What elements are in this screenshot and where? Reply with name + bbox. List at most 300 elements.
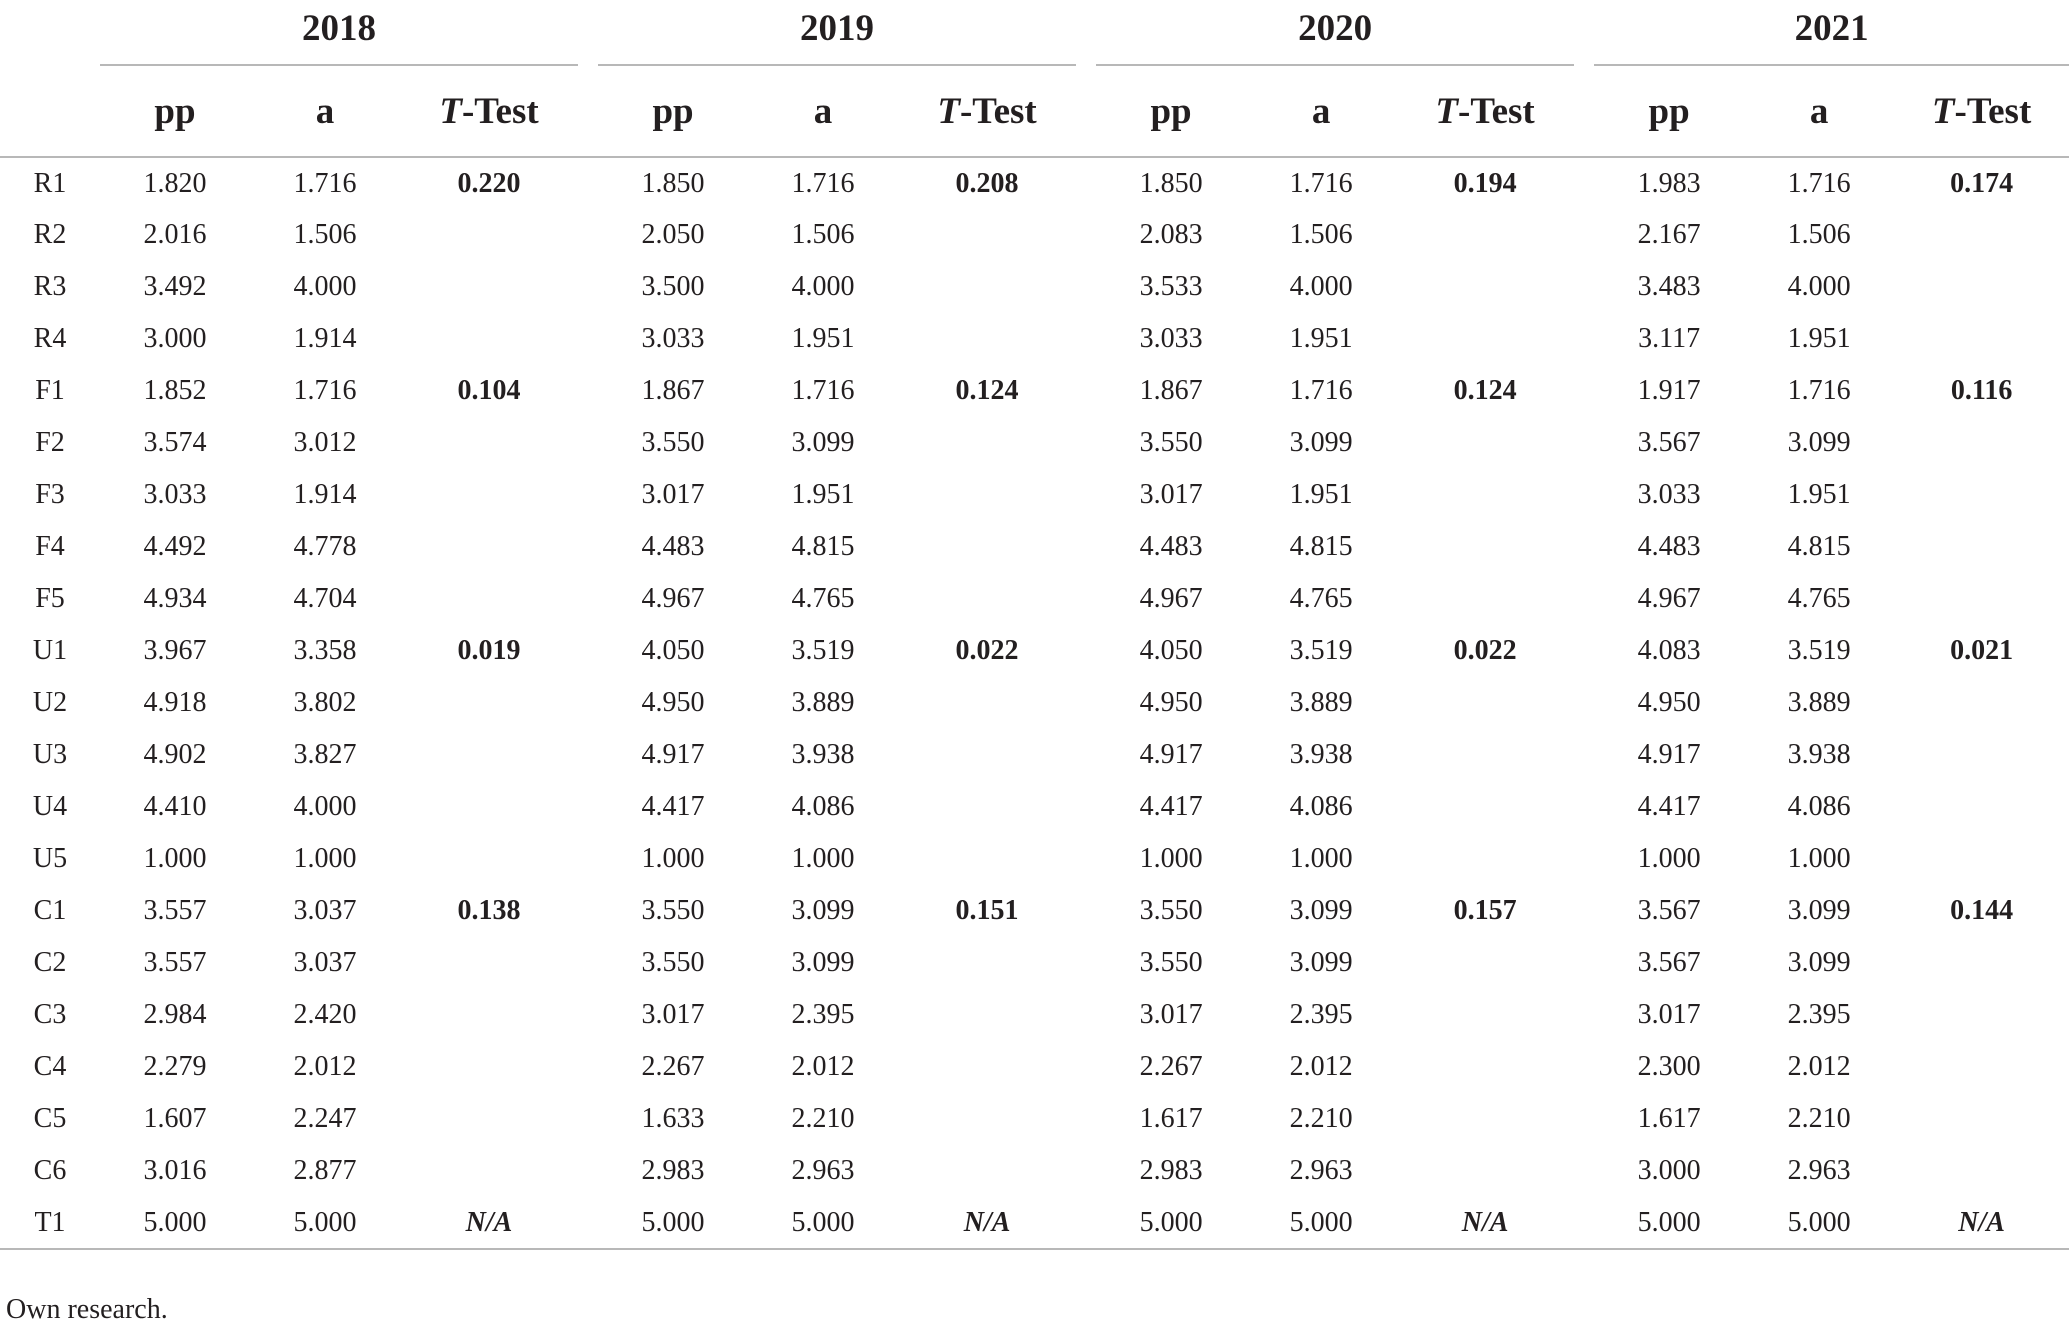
- pp-value: 4.950: [641, 687, 705, 718]
- a-value: 3.099: [1289, 895, 1353, 926]
- a-value: 3.358: [293, 635, 357, 666]
- pp-value: 3.967: [143, 635, 207, 666]
- a-value: 2.395: [791, 999, 855, 1030]
- pp-value: 4.417: [641, 791, 705, 822]
- col-header-a: a: [813, 90, 833, 132]
- pp-value: 2.050: [641, 219, 705, 250]
- a-value: 4.000: [1289, 271, 1353, 302]
- pp-value: 2.016: [143, 219, 207, 250]
- ttest-value: [1894, 209, 2069, 261]
- a-value: 2.395: [1787, 999, 1851, 1030]
- pp-value: 1.820: [143, 167, 207, 199]
- pp-value: 1.917: [1637, 375, 1701, 406]
- gap-cell: [1574, 781, 1594, 833]
- ttest-value: [1894, 1093, 2069, 1145]
- a-value: 1.716: [1787, 167, 1851, 199]
- ttest-value: [1396, 1145, 1574, 1197]
- pp-value: 3.550: [1139, 427, 1203, 458]
- ttest-value: [400, 1145, 578, 1197]
- ttest-suffix: -Test: [1458, 90, 1535, 132]
- pp-value: 1.000: [641, 843, 705, 874]
- pp-value: 2.984: [143, 999, 207, 1030]
- ttest-value: N/A: [465, 1206, 513, 1238]
- gap-cell: [1076, 313, 1096, 365]
- pp-value: 2.983: [1139, 1155, 1203, 1186]
- col-header-ttest: [1396, 65, 1574, 157]
- ttest-value: [1894, 521, 2069, 573]
- ttest-value: [898, 729, 1076, 781]
- a-value: 3.037: [293, 895, 357, 926]
- gap-cell: [578, 677, 598, 729]
- gap-cell: [1574, 989, 1594, 1041]
- gap-cell: [1574, 625, 1594, 677]
- a-value: 1.914: [293, 479, 357, 510]
- ttest-value: [400, 937, 578, 989]
- a-value: 4.778: [293, 531, 357, 562]
- a-value: 3.099: [1787, 947, 1851, 978]
- pp-value: 3.483: [1637, 271, 1701, 302]
- gap-cell: [1574, 261, 1594, 313]
- ttest-value: [400, 313, 578, 365]
- a-value: 3.099: [1787, 895, 1851, 926]
- year-label: 2019: [800, 7, 875, 49]
- gap-cell: [578, 1145, 598, 1197]
- ttest-value: [898, 1145, 1076, 1197]
- gap-cell: [1076, 157, 1096, 209]
- pp-value: 1.850: [641, 167, 705, 199]
- ttest-value: [898, 989, 1076, 1041]
- pp-value: 3.550: [641, 427, 705, 458]
- ttest-value: [1396, 1093, 1574, 1145]
- gap-cell: [1076, 521, 1096, 573]
- ttest-value: [1894, 417, 2069, 469]
- pp-value: 3.550: [641, 895, 705, 926]
- pp-value: 3.017: [1139, 479, 1203, 510]
- pp-value: 5.000: [1637, 1206, 1701, 1238]
- gap-cell: [1076, 573, 1096, 625]
- a-value: 1.716: [293, 167, 357, 199]
- ttest-value: [1894, 937, 2069, 989]
- ttest-value: [400, 1093, 578, 1145]
- year-header: [598, 0, 1076, 65]
- year-header: [1096, 0, 1574, 65]
- gap-cell: [1574, 833, 1594, 885]
- table-row: [0, 833, 2069, 885]
- a-value: 1.951: [791, 479, 855, 510]
- pp-value: 1.850: [1139, 167, 1203, 199]
- pp-value: 3.550: [1139, 947, 1203, 978]
- ttest-value: 0.116: [1950, 375, 2013, 406]
- a-value: 3.099: [791, 947, 855, 978]
- ttest-value: [1396, 573, 1574, 625]
- gap-cell: [1076, 937, 1096, 989]
- pp-value: 3.017: [641, 479, 705, 510]
- pp-value: 3.567: [1637, 427, 1701, 458]
- pp-value: 3.492: [143, 271, 207, 302]
- a-value: 1.000: [1787, 843, 1851, 874]
- a-value: 2.877: [293, 1155, 357, 1186]
- a-value: 4.765: [1787, 583, 1851, 614]
- a-value: 1.951: [1289, 479, 1353, 510]
- a-value: 1.506: [791, 219, 855, 250]
- a-value: 5.000: [1787, 1206, 1851, 1238]
- pp-value: 3.033: [1139, 323, 1203, 354]
- ttest-value: 0.021: [1950, 635, 2014, 666]
- table-row: [0, 1093, 2069, 1145]
- a-value: 1.716: [791, 375, 855, 406]
- table-row: [0, 521, 2069, 573]
- a-value: 4.086: [791, 791, 855, 822]
- pp-value: 4.417: [1139, 791, 1203, 822]
- pp-value: 2.167: [1637, 219, 1701, 250]
- gap-cell: [578, 885, 598, 937]
- pp-value: 4.050: [1139, 635, 1203, 666]
- gap-cell: [1574, 469, 1594, 521]
- ttest-value: [898, 313, 1076, 365]
- table-row: [0, 677, 2069, 729]
- a-value: 2.012: [293, 1051, 357, 1082]
- pp-value: 4.917: [1139, 739, 1203, 770]
- ttest-value: 0.022: [955, 635, 1019, 666]
- a-value: 2.963: [1289, 1155, 1353, 1186]
- gap-cell: [1574, 417, 1594, 469]
- ttest-value: [1396, 989, 1574, 1041]
- pp-value: 1.000: [1637, 843, 1701, 874]
- a-value: 2.210: [1787, 1103, 1851, 1134]
- table-header: [0, 0, 2069, 157]
- pp-value: 1.867: [1139, 375, 1203, 406]
- table-row: [0, 209, 2069, 261]
- ttest-value: [1396, 677, 1574, 729]
- table-row: [0, 313, 2069, 365]
- pp-value: 4.483: [1637, 531, 1701, 562]
- ttest-value: 0.144: [1950, 895, 2014, 926]
- row-label: F1: [35, 375, 65, 406]
- gap-cell: [1574, 157, 1594, 209]
- row-label: C6: [33, 1155, 67, 1186]
- gap-cell: [1076, 417, 1096, 469]
- pp-value: 3.557: [143, 947, 207, 978]
- ttest-value: [400, 781, 578, 833]
- a-value: 3.099: [1289, 947, 1353, 978]
- table-row: [0, 469, 2069, 521]
- gap-cell: [1076, 677, 1096, 729]
- ttest-value: [898, 521, 1076, 573]
- gap-cell: [578, 313, 598, 365]
- table-row: [0, 885, 2069, 937]
- a-value: 3.827: [293, 739, 357, 770]
- ttest-value: [400, 833, 578, 885]
- ttest-value: [1894, 261, 2069, 313]
- a-value: 3.938: [1787, 739, 1851, 770]
- ttest-value: 0.124: [955, 375, 1019, 406]
- gap-cell: [578, 1093, 598, 1145]
- row-label: C2: [33, 947, 67, 978]
- row-label: C3: [33, 999, 67, 1030]
- ttest-value: [1894, 729, 2069, 781]
- a-value: 1.951: [1787, 479, 1851, 510]
- gap-cell: [1076, 885, 1096, 937]
- ttest-value: [1396, 469, 1574, 521]
- table-row: [0, 573, 2069, 625]
- pp-value: 5.000: [143, 1206, 207, 1238]
- table-row: [0, 781, 2069, 833]
- gap-cell: [1574, 729, 1594, 781]
- table-row: [0, 157, 2069, 209]
- gap-cell: [578, 469, 598, 521]
- ttest-value: [400, 573, 578, 625]
- gap-cell: [1574, 1197, 1594, 1249]
- col-header-pp: pp: [652, 90, 694, 132]
- row-label: U1: [32, 635, 68, 666]
- ttest-value: [898, 1093, 1076, 1145]
- gap-cell: [578, 261, 598, 313]
- pp-value: 4.934: [143, 583, 207, 614]
- pp-value: 2.267: [641, 1051, 705, 1082]
- col-header-a: a: [1311, 90, 1331, 132]
- year-header: [1594, 0, 2069, 65]
- pp-value: 4.410: [143, 791, 207, 822]
- gap-cell: [1076, 625, 1096, 677]
- a-value: 3.802: [293, 687, 357, 718]
- gap-cell: [1574, 65, 1594, 157]
- ttest-value: [1894, 573, 2069, 625]
- a-value: 3.938: [1289, 739, 1353, 770]
- gap-cell: [1574, 209, 1594, 261]
- pp-value: 2.300: [1637, 1051, 1701, 1082]
- year-label: 2020: [1298, 7, 1373, 49]
- pp-value: 1.607: [143, 1103, 207, 1134]
- row-label: R4: [33, 323, 67, 354]
- pp-value: 4.967: [1637, 583, 1701, 614]
- ttest-value: [1894, 989, 2069, 1041]
- row-label: F5: [35, 583, 65, 614]
- ttest-value: [400, 729, 578, 781]
- a-value: 1.000: [293, 843, 357, 874]
- ttest-value: 0.220: [457, 167, 521, 199]
- pp-value: 3.550: [1139, 895, 1203, 926]
- pp-value: 1.633: [641, 1103, 705, 1134]
- col-header-pp: pp: [1150, 90, 1192, 132]
- gap-cell: [1574, 937, 1594, 989]
- gap-cell: [1076, 0, 1096, 65]
- a-value: 2.012: [1787, 1051, 1851, 1082]
- gap-cell: [1076, 1197, 1096, 1249]
- gap-cell: [1076, 729, 1096, 781]
- ttest-value: [898, 573, 1076, 625]
- a-value: 3.099: [791, 895, 855, 926]
- a-value: 1.000: [791, 843, 855, 874]
- pp-value: 2.083: [1139, 219, 1203, 250]
- col-header-ttest: [898, 65, 1076, 157]
- col-header-a: a: [1809, 90, 1829, 132]
- gap-cell: [1574, 313, 1594, 365]
- a-value: 5.000: [293, 1206, 357, 1238]
- ttest-value: N/A: [1958, 1206, 2005, 1238]
- table-row: [0, 261, 2069, 313]
- row-label: C1: [33, 895, 67, 926]
- pp-value: 4.967: [1139, 583, 1203, 614]
- pp-value: 4.483: [641, 531, 705, 562]
- gap-cell: [1076, 1093, 1096, 1145]
- a-value: 3.889: [791, 687, 855, 718]
- a-value: 4.000: [1787, 271, 1851, 302]
- a-value: 5.000: [1289, 1206, 1353, 1238]
- col-header-ttest: [400, 65, 578, 157]
- gap-cell: [1574, 885, 1594, 937]
- pp-value: 4.950: [1637, 687, 1701, 718]
- pp-value: 1.867: [641, 375, 705, 406]
- pp-value: 4.492: [143, 531, 207, 562]
- pp-value: 3.000: [143, 323, 207, 354]
- a-value: 4.765: [1289, 583, 1353, 614]
- ttest-value: 0.138: [457, 895, 521, 926]
- ttest-value: [898, 677, 1076, 729]
- pp-value: 5.000: [1139, 1206, 1203, 1238]
- table-row: [0, 989, 2069, 1041]
- row-label: U3: [32, 739, 68, 770]
- ttest-prefix: T: [1435, 90, 1458, 132]
- pp-value: 3.016: [143, 1155, 207, 1186]
- pp-value: 3.033: [1637, 479, 1701, 510]
- gap-cell: [1076, 65, 1096, 157]
- a-value: 1.951: [1787, 323, 1851, 354]
- gap-cell: [1076, 833, 1096, 885]
- ttest-value: [898, 1041, 1076, 1093]
- a-value: 3.889: [1289, 687, 1353, 718]
- gap-cell: [1076, 989, 1096, 1041]
- pp-value: 3.550: [641, 947, 705, 978]
- ttest-value: [1894, 469, 2069, 521]
- a-value: 1.506: [1289, 219, 1353, 250]
- a-value: 4.000: [293, 271, 357, 302]
- a-value: 3.938: [791, 739, 855, 770]
- gap-cell: [578, 1197, 598, 1249]
- row-label: U4: [32, 791, 68, 822]
- pp-value: 4.483: [1139, 531, 1203, 562]
- table-row: [0, 625, 2069, 677]
- a-value: 3.099: [1289, 427, 1353, 458]
- a-value: 4.815: [1289, 531, 1353, 562]
- a-value: 5.000: [791, 1206, 855, 1238]
- gap-cell: [1076, 261, 1096, 313]
- year-label: 2021: [1794, 7, 1869, 49]
- pp-value: 3.533: [1139, 271, 1203, 302]
- ttest-value: [898, 417, 1076, 469]
- ttest-value: [1894, 313, 2069, 365]
- ttest-value: [1894, 833, 2069, 885]
- pp-value: 1.000: [143, 843, 207, 874]
- pp-value: 2.279: [143, 1051, 207, 1082]
- a-value: 3.012: [293, 427, 357, 458]
- ttest-value: 0.022: [1453, 635, 1517, 666]
- a-value: 2.963: [1787, 1155, 1851, 1186]
- a-value: 3.037: [293, 947, 357, 978]
- a-value: 1.716: [293, 375, 357, 406]
- a-value: 1.716: [1787, 375, 1851, 406]
- pp-value: 4.417: [1637, 791, 1701, 822]
- ttest-value: [898, 937, 1076, 989]
- a-value: 4.765: [791, 583, 855, 614]
- ttest-value: [898, 469, 1076, 521]
- a-value: 2.963: [791, 1155, 855, 1186]
- ttest-value: [1396, 209, 1574, 261]
- ttest-value: [1396, 417, 1574, 469]
- gap-cell: [1574, 365, 1594, 417]
- corner-cell: [0, 65, 100, 157]
- gap-cell: [578, 365, 598, 417]
- ttest-value: [400, 677, 578, 729]
- table-footnote: Own research.: [6, 1294, 168, 1325]
- ttest-value: 0.157: [1453, 895, 1517, 926]
- col-header-ttest: [1894, 65, 2069, 157]
- gap-cell: [578, 209, 598, 261]
- pp-value: 4.902: [143, 739, 207, 770]
- gap-cell: [578, 729, 598, 781]
- a-value: 3.889: [1787, 687, 1851, 718]
- gap-cell: [1076, 1041, 1096, 1093]
- gap-cell: [578, 1041, 598, 1093]
- gap-cell: [578, 157, 598, 209]
- row-label: R1: [33, 167, 67, 199]
- a-value: 1.716: [791, 167, 855, 199]
- row-label: R2: [33, 219, 67, 250]
- gap-cell: [578, 521, 598, 573]
- pp-value: 4.917: [641, 739, 705, 770]
- pp-value: 1.000: [1139, 843, 1203, 874]
- col-header-pp: pp: [154, 90, 196, 132]
- pp-value: 4.967: [641, 583, 705, 614]
- ttest-suffix: -Test: [959, 90, 1037, 132]
- pp-value: 1.617: [1637, 1103, 1701, 1134]
- year-header: [100, 0, 578, 65]
- table-row: [0, 417, 2069, 469]
- ttest-value: [1894, 1041, 2069, 1093]
- col-header-a: a: [315, 90, 335, 132]
- a-value: 2.420: [293, 999, 357, 1030]
- gap-cell: [578, 0, 598, 65]
- pp-value: 1.617: [1139, 1103, 1203, 1134]
- a-value: 1.951: [1289, 323, 1353, 354]
- a-value: 4.815: [791, 531, 855, 562]
- ttest-value: [1396, 313, 1574, 365]
- gap-cell: [1076, 1145, 1096, 1197]
- ttest-value: 0.174: [1950, 167, 2014, 199]
- pp-value: 1.983: [1637, 167, 1701, 199]
- ttest-value: 0.104: [457, 375, 521, 406]
- gap-cell: [1574, 0, 1594, 65]
- ttest-value: 0.208: [955, 167, 1019, 199]
- gap-cell: [1076, 365, 1096, 417]
- a-value: 4.000: [293, 791, 357, 822]
- ttest-value: [1396, 729, 1574, 781]
- corner-cell: [0, 0, 100, 65]
- a-value: 1.716: [1289, 167, 1353, 199]
- pp-value: 3.000: [1637, 1155, 1701, 1186]
- gap-cell: [1574, 1041, 1594, 1093]
- table-body: [0, 157, 2069, 1249]
- pp-value: 4.083: [1637, 635, 1701, 666]
- pp-value: 3.017: [1139, 999, 1203, 1030]
- a-value: 4.815: [1787, 531, 1851, 562]
- ttest-value: [1396, 1041, 1574, 1093]
- row-label: F3: [35, 479, 65, 510]
- pp-value: 3.033: [641, 323, 705, 354]
- pp-value: 5.000: [641, 1206, 705, 1238]
- a-value: 4.000: [791, 271, 855, 302]
- gap-cell: [1574, 1145, 1594, 1197]
- pp-value: 3.567: [1637, 947, 1701, 978]
